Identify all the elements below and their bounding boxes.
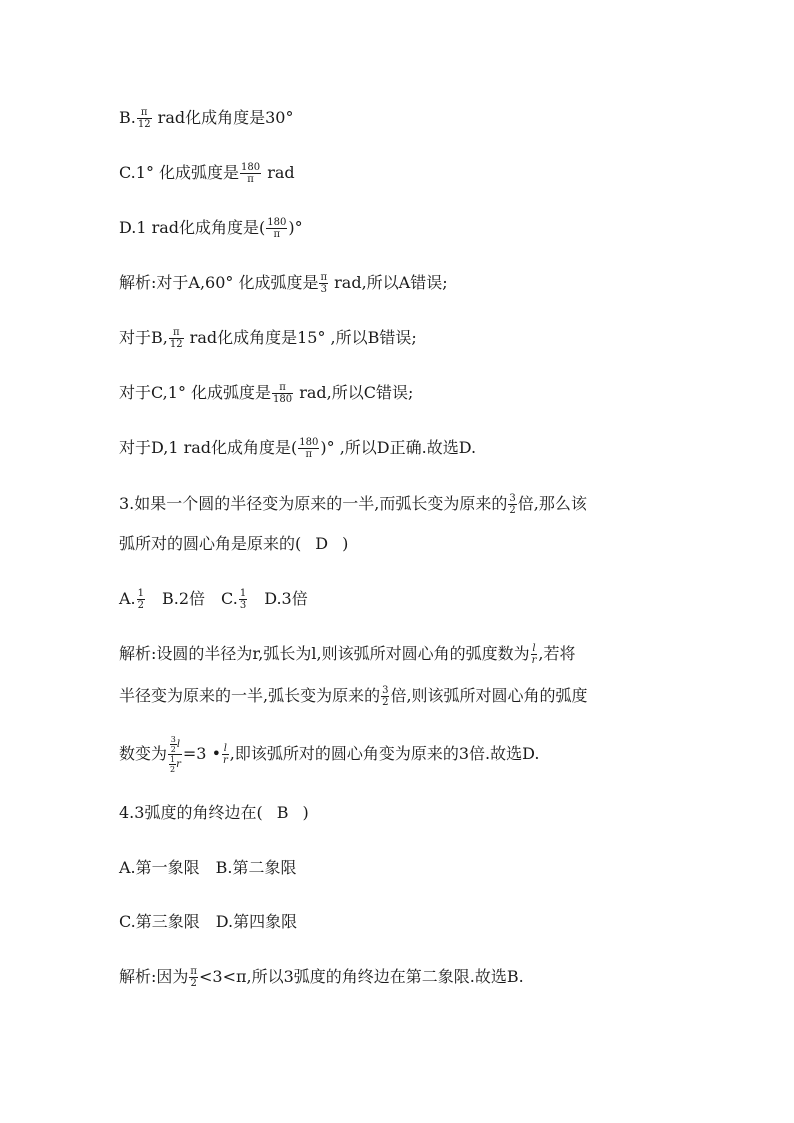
fraction: $\frac{180}{\pi}$ [299,437,319,460]
analysis-b-line: 对于B, $\frac{\pi}{12}$ rad化成角度是15° ,所以B错误; [119,327,417,350]
compound-fraction: $\frac{3}{2}$ l $\frac{1}{2}$ r [170,735,181,774]
fraction: $\frac{\pi}{12}$ [169,327,183,350]
question-3-stem-line2: 弧所对的圆心角是原来的( D ) [119,534,349,553]
option-d: D.3倍 [264,589,308,608]
option-c-line: C.1° 化成弧度是 $\frac{180}{\pi}$ rad [119,162,295,185]
answer-letter: D [315,534,329,553]
fraction: $\frac{l}{r}$ [223,743,228,766]
fraction: $\frac{\pi}{2}$ [190,966,197,989]
question-3-solution-line1: 解析:设圆的半径为r,弧长为l,则该弧所对圆心角的弧度数为 $\frac{l}{r}$ ,若将 [119,643,576,666]
option-a: A.第一象限 [119,858,200,877]
fraction: $\frac{1}{2}$ [137,588,145,611]
option-d-line: D.1 rad化成角度是( $\frac{180}{\pi}$ )° [119,217,303,240]
fraction: $\frac{l}{r}$ [531,643,537,666]
fraction: $\frac{3}{2}$ [382,685,389,708]
question-4-options-row2 [119,912,679,932]
option-c: C. $\frac{1}{3}$ [221,588,247,611]
answer-letter: B [276,803,289,822]
fraction: $\frac{1}{3}$ [239,588,247,611]
option-b: B.2倍 [162,589,206,608]
option-a: A. $\frac{1}{2}$ [119,588,145,611]
question-4-solution: 解析:因为 $\frac{\pi}{2}$ <3<π,所以3弧度的角终边在第二象限.故选B. [119,966,524,989]
question-3-solution-line2: 半径变为原来的一半,弧长变为原来的 $\frac{3}{2}$ 倍,则该弧所对圆心角的弧度 [119,685,588,708]
fraction: $\frac{3}{2}$ [509,493,516,516]
fraction: $\frac{\pi}{12}$ [137,107,151,130]
analysis-a-line: 解析:对于A,60° 化成弧度是 $\frac{\pi}{3}$ rad,所以A错误; [119,272,448,295]
question-3-options [119,588,679,611]
analysis-c-line: 对于C,1° 化成弧度是 $\frac{\pi}{180}$ rad,所以C错误; [119,382,414,405]
question-3-solution-line3: 数变为 $\frac{3}{2}$ l $\frac{1}{2}$ r =3 • $\frac{l}{r}$ ,即该弧所对的圆心角变为原来的3倍.故选D. [119,735,540,774]
option-d: D.第四象限 [215,912,298,931]
option-c: C.第三象限 [119,912,200,931]
fraction: $\frac{\pi}{3}$ [320,272,328,295]
option-b-line: B. $\frac{\pi}{12}$ rad化成角度是30° [119,107,294,130]
fraction: $\frac{\pi}{180}$ [273,382,293,405]
fraction: $\frac{180}{\pi}$ [241,162,261,185]
analysis-d-line: 对于D,1 rad化成角度是( $\frac{180}{\pi}$ )° ,所以D正确.故选D. [119,437,477,460]
question-3-stem-line1: 3.如果一个圆的半径变为原来的一半,而弧长变为原来的 $\frac{3}{2}$ 倍,那么该 [119,493,587,516]
question-4-stem: 4.3弧度的角终边在( B ) [119,803,309,822]
option-b: B.第二象限 [215,858,297,877]
question-4-options-row1 [119,858,679,878]
fraction: $\frac{180}{\pi}$ [267,217,287,240]
